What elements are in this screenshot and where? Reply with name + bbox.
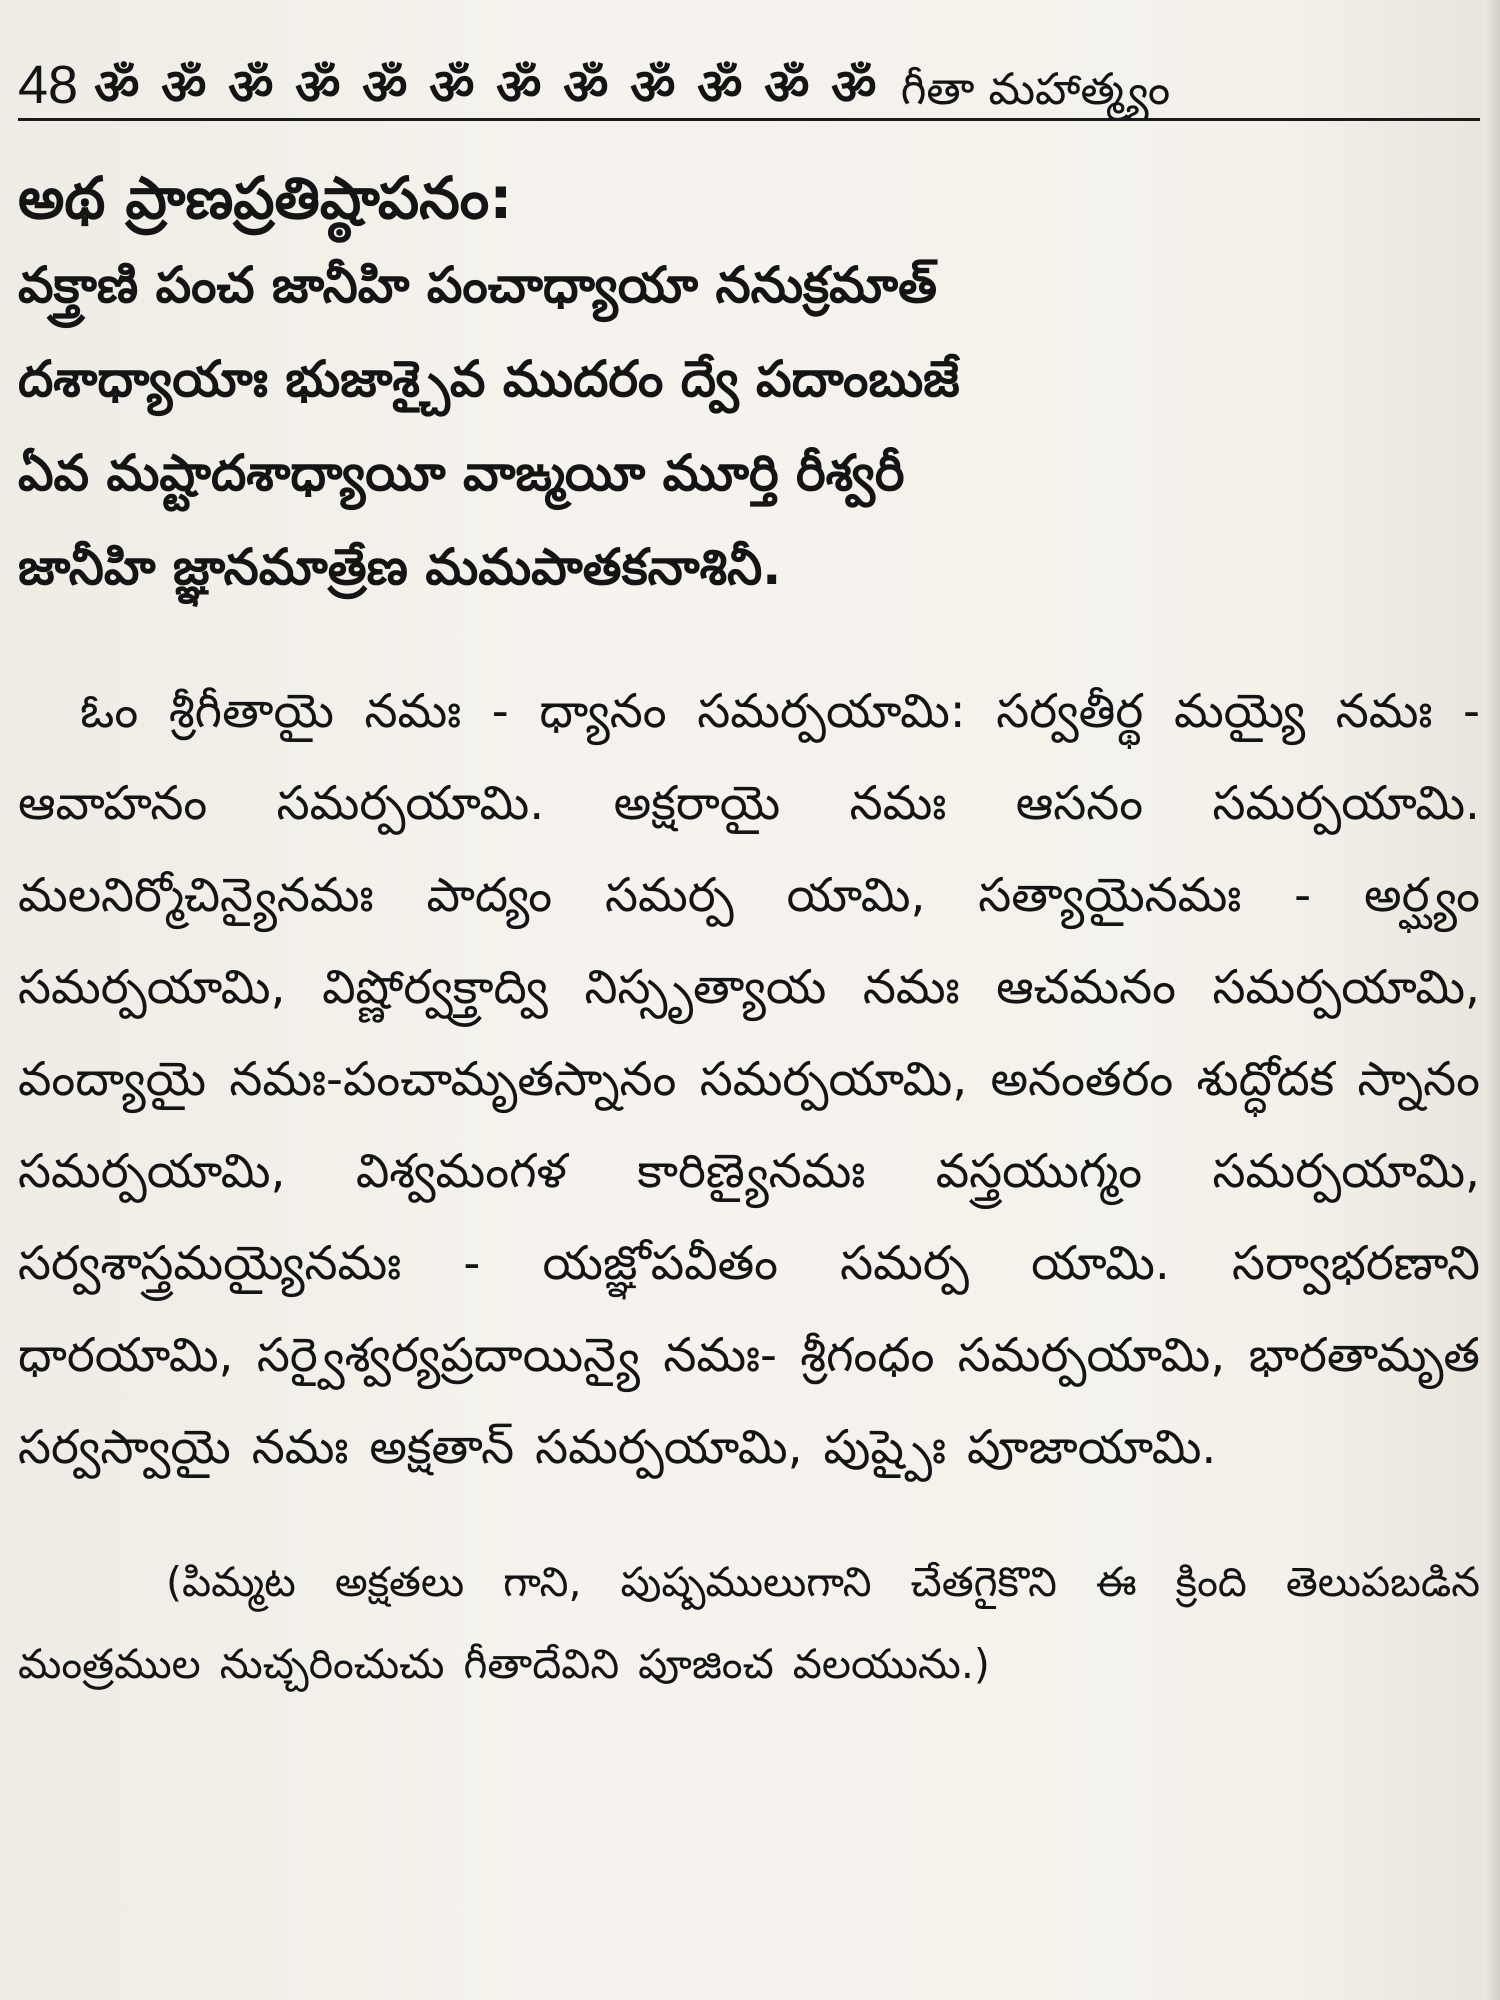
verse-line: ఏవ మష్టాదశాధ్యాయీ వాఙ్మయీ మూర్తి రీశ్వరీ bbox=[18, 444, 905, 503]
om-ornament-row: ॐ ॐ ॐ ॐ ॐ ॐ ॐ ॐ ॐ ॐ ॐ ॐ bbox=[94, 58, 879, 116]
section-heading: అథ ప్రాణప్రతిష్ఠాపనం: bbox=[18, 164, 513, 232]
worship-paragraph: ఓం శ్రీగీతాయై నమః - ధ్యానం సమర్పయామి: సర్వతీర్థ మయ్యై నమః - ఆవాహనం సమర్పయామి. అక్షరాయై నమః ఆసనం సమర్పయామి. మలనిర్మోచిన్యైనమః పాద్యం సమర్ప యామి, సత్యాయైనమః - అర్ఘ్యం సమర్పయామి, విష్ణోర్వక్త్రాద్వి నిస్సృత్యాయ నమః ఆచమనం సమర్పయామి, వంద్యాయై నమః-పంచామృతస్నానం సమర్పయామి, అనంతరం శుద్ధోదక స్నానం సమర్పయామి, విశ్వమంగళ కారిణ్యైనమః వస్త్రయుగ్మం సమర్పయామి, సర్వశాస్త్రమయ్యైనమః - యజ్ఞోపవీతం సమర్ప యామి. సర్వాభరణాని ధారయామి, సర్వైశ్వర్యప్రదాయిన్యై నమః- శ్రీగంధం సమర్పయామి, భారతామృత సర్వస్వాయై నమః అక్షతాన్ సమర్పయామి, పుష్పైః పూజాయామి. bbox=[18, 684, 1480, 1476]
verse-block bbox=[18, 256, 1480, 636]
verse-line: దశాధ్యాయాః భుజాశ్చైవ ముదరం ద్వే పదాంబుజే bbox=[18, 350, 960, 409]
verse-line: జానీహి జ్ఞానమాత్రేణ మమపాతకనాశినీ. bbox=[18, 538, 782, 597]
verse-line: వక్త్రాణి పంచ జానీహి పంచాధ్యాయా ననుక్రమాత్ bbox=[18, 256, 937, 315]
running-title: గీతా మహాత్మ్యం bbox=[900, 64, 1171, 115]
instruction-note: (పిమ్మట అక్షతలు గాని, పుష్పములుగాని చేతగైకొని ఈ క్రింది తెలుపబడిన మంత్రముల నుచ్చరించుచు గీతాదేవిని పూజించ వలయును.) bbox=[18, 1558, 1480, 1689]
page-edge-shadow bbox=[1486, 0, 1500, 2000]
running-header bbox=[18, 40, 1480, 121]
page-number: 48 bbox=[18, 55, 79, 115]
